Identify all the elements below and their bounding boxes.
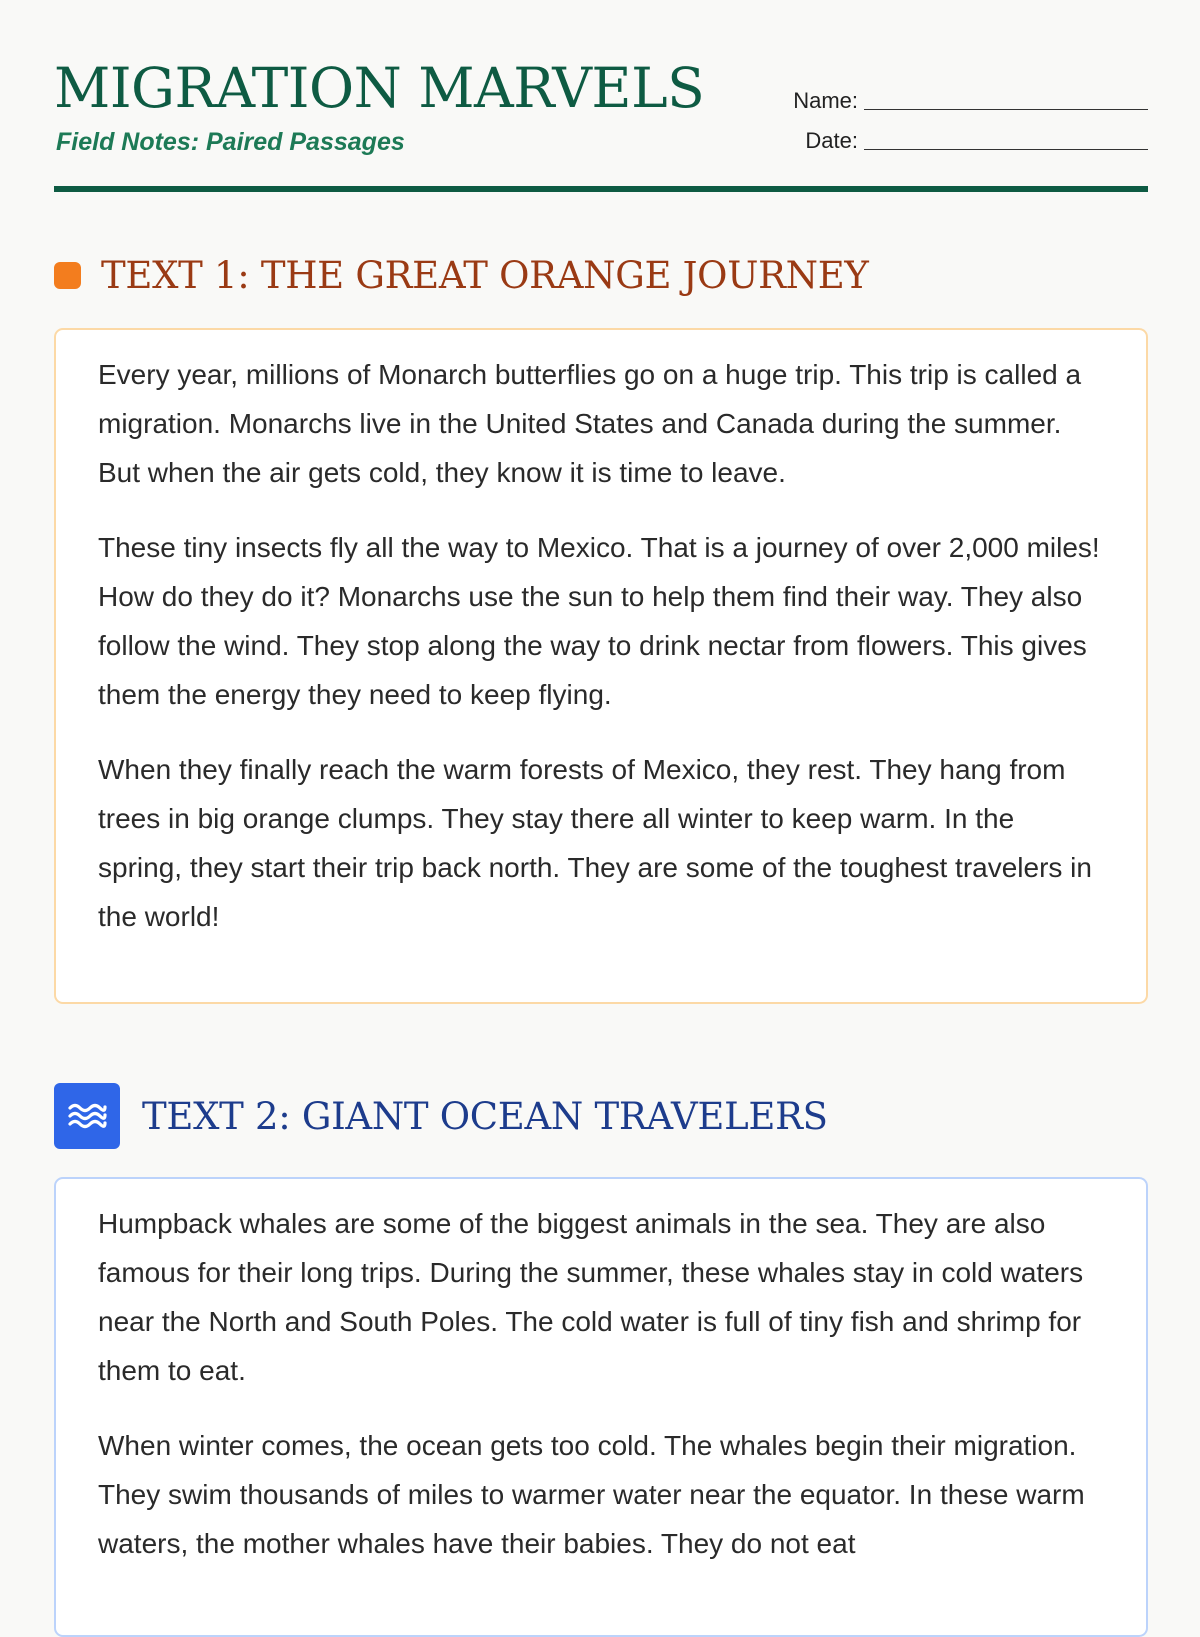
water-waves-icon [54, 1083, 120, 1149]
text2-paragraph-1: Humpback whales are some of the biggest animals in the sea. They are also famous for their long trips. During the summer, these whales stay in cold waters near the North and South Poles. The cold water is full of tiny fish and shrimp for them to eat. [98, 1208, 1084, 1386]
text1-heading-label: TEXT 1: THE GREAT ORANGE JOURNEY [101, 253, 869, 297]
orange-square-icon [54, 262, 81, 289]
page-title: MIGRATION MARVELS [54, 56, 705, 120]
text2-paragraph-2: When winter comes, the ocean gets too cold. The whales begin their migration. They swim thousands of miles to warmer water near the equator. In these warm waters, the mother whales have their babies. They do not eat [98, 1430, 1085, 1559]
date-field [805, 126, 1148, 156]
text1-paragraph-1: Every year, millions of Monarch butterflies go on a huge trip. This trip is called a migration. Monarchs live in the United States and Canada during the summer. But when the air gets cold, they know it is time to leave. [98, 359, 1082, 488]
date-label: Date: [805, 128, 858, 153]
text1-heading [54, 250, 869, 300]
date-blank-line [864, 149, 1148, 150]
name-blank-line [864, 109, 1148, 110]
text2-passage [54, 1177, 1148, 1637]
name-field [793, 86, 1148, 116]
text1-paragraph-2: These tiny insects fly all the way to Mexico. That is a journey of over 2,000 miles! How do they do it? Monarchs use the sun to help them find their way. They also follow the wind. They stop along the way to drink nectar from flowers. This gives them the energy they need to keep flying. [98, 532, 1100, 710]
worksheet-header [54, 52, 1148, 192]
text2-heading [54, 1083, 828, 1149]
text1-passage [54, 328, 1148, 1004]
page-subtitle: Field Notes: Paired Passages [56, 128, 405, 156]
header-divider [54, 186, 1148, 192]
name-label: Name: [793, 88, 858, 113]
text1-paragraph-3: When they finally reach the warm forests of Mexico, they rest. They hang from trees in big orange clumps. They stay there all winter to keep warm. In the spring, they start their trip back north. They are some of the toughest travelers in the world! [98, 754, 1092, 932]
text2-heading-label: TEXT 2: GIANT OCEAN TRAVELERS [142, 1094, 828, 1138]
